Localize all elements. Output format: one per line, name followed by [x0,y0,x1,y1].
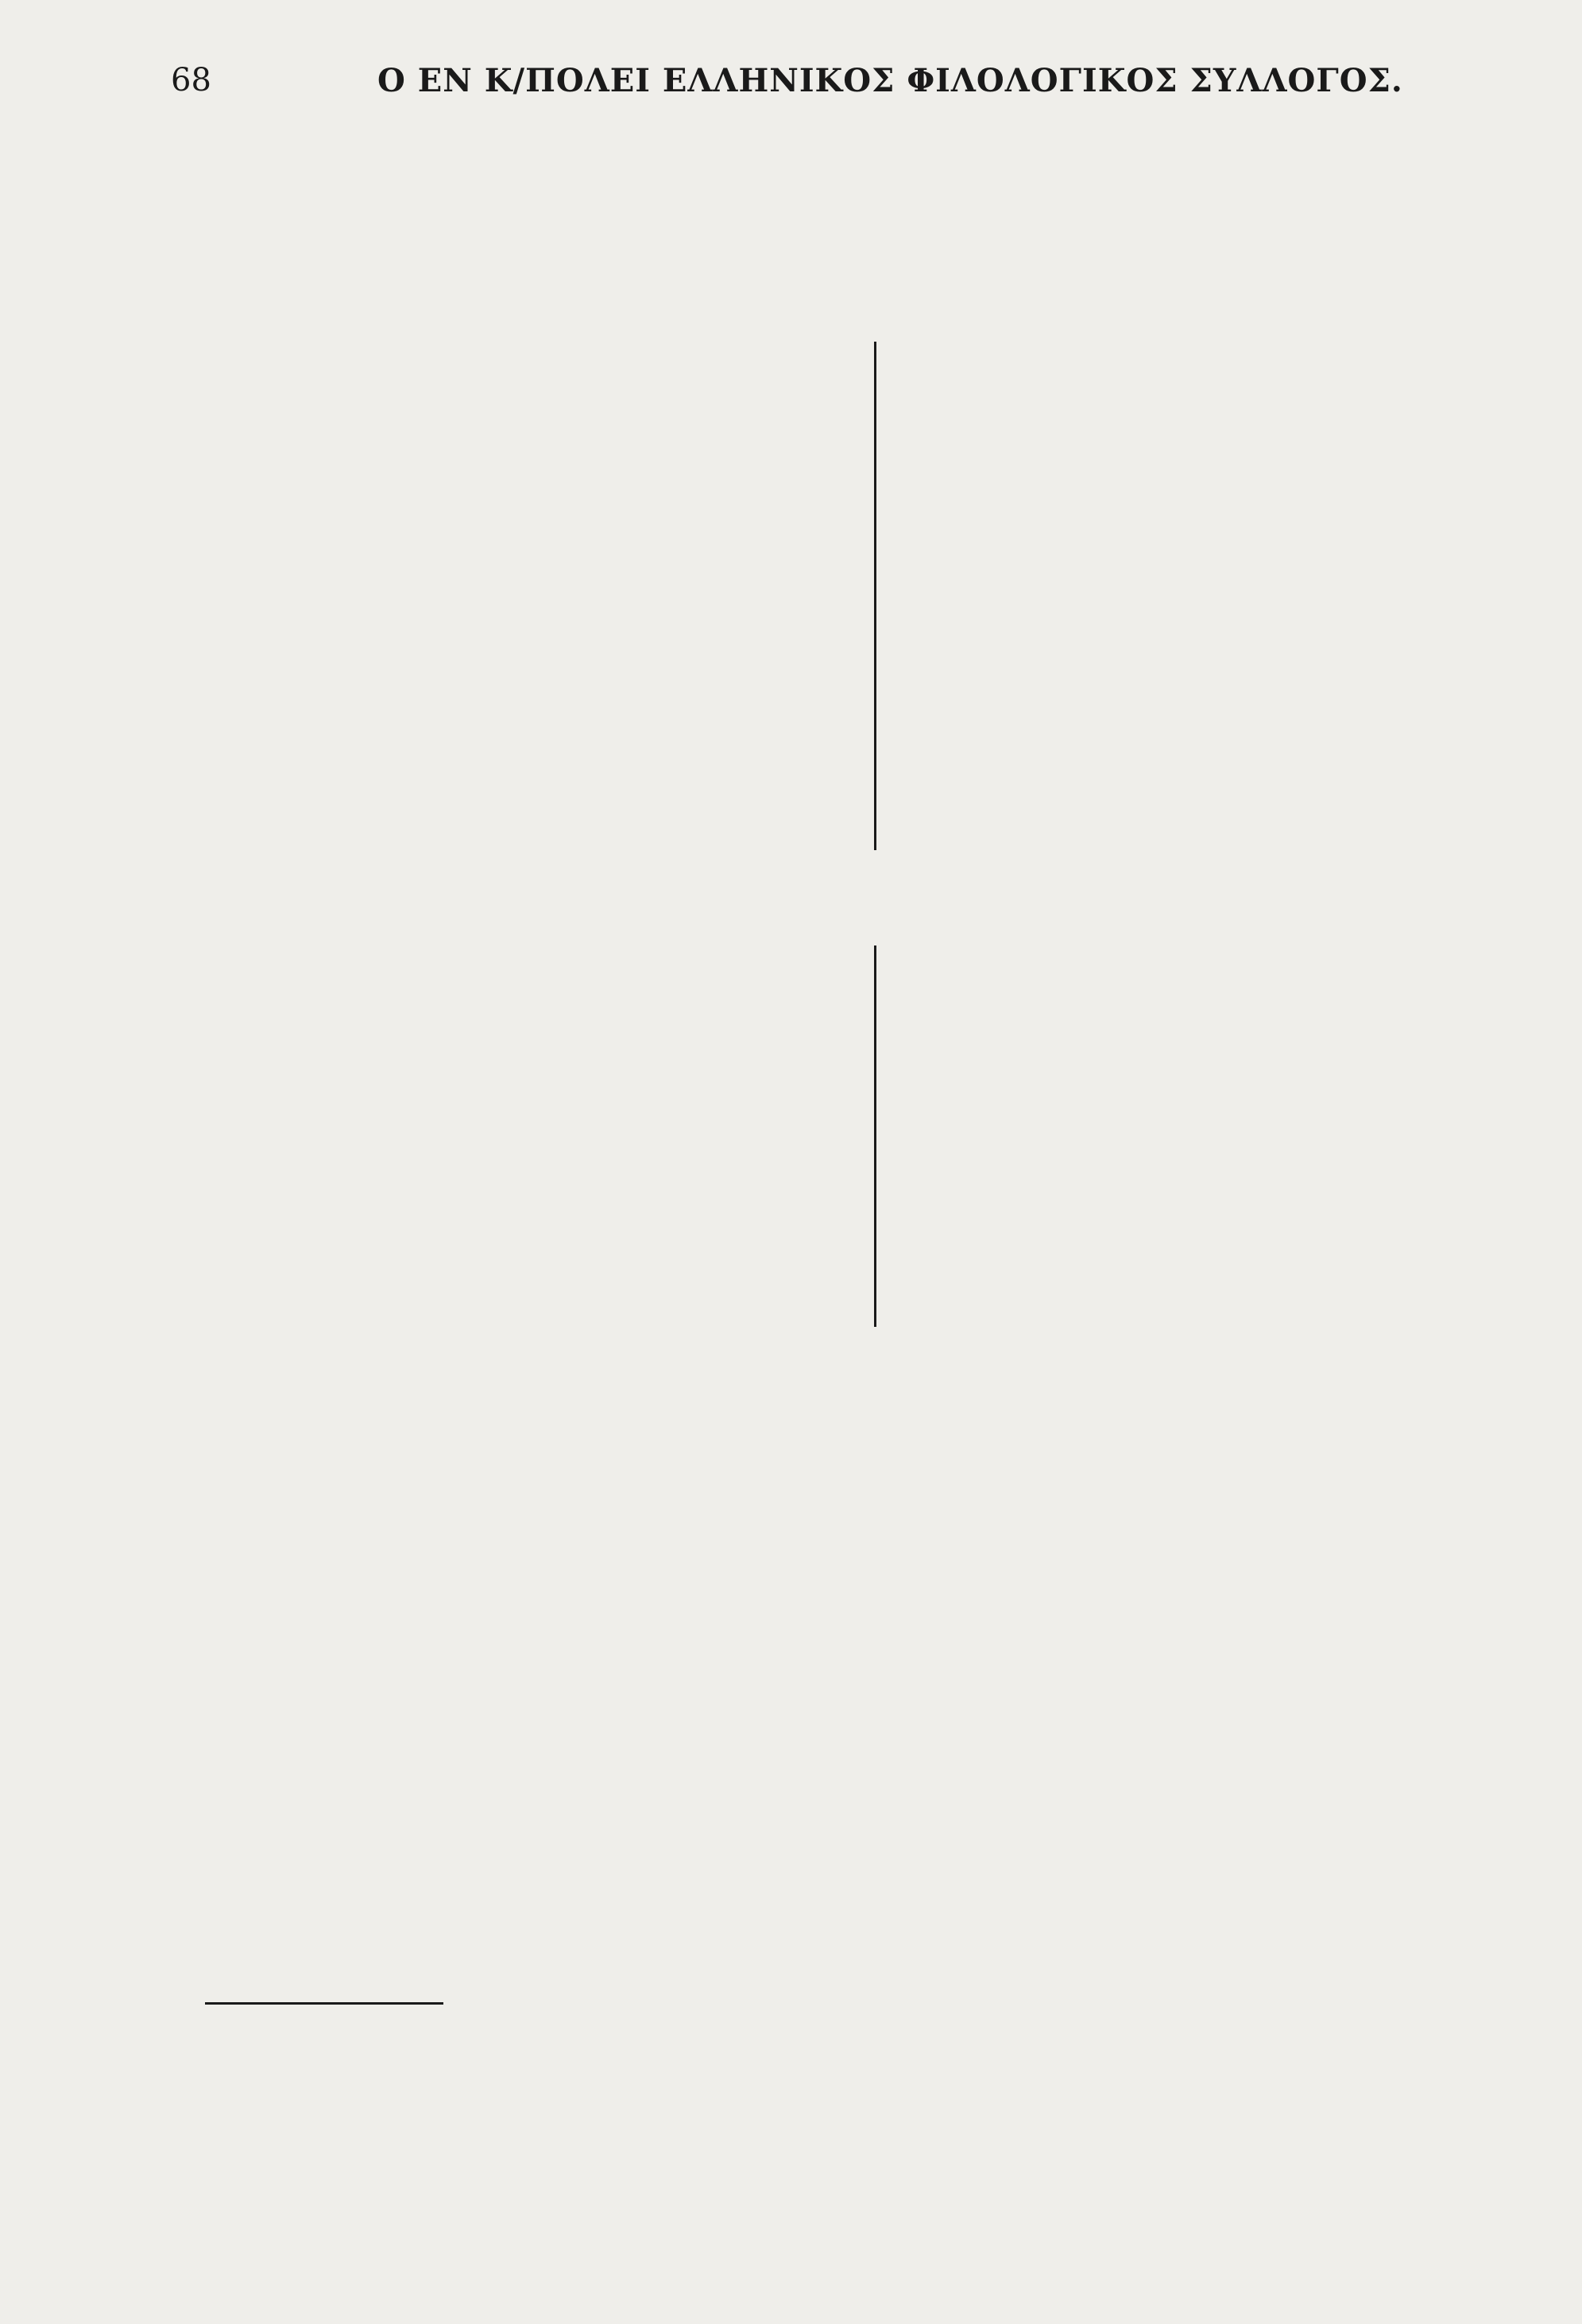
left-paragraph [205,222,809,265]
definitions-group-2 [898,731,1470,1112]
right-column [826,127,1470,1255]
left-paragraph [205,127,809,170]
right-paragraph [826,1160,1470,1203]
brace-line [874,342,892,850]
footnote-rule [205,2002,443,2005]
page-number: 68 [171,62,211,99]
side-label-vertical [834,938,874,1335]
definition-item [898,270,1470,313]
left-column [205,127,809,575]
right-intro [826,127,1470,170]
running-title: Ο ΕΝ Κ/ΠΟΛΕΙ ΕΛΛΗΝΙΚΟΣ ΦΙΛΟΛΟΓΙΚΟΣ ΣΥΛΛΟΓΟΣ. [377,62,1403,99]
left-paragraph [205,318,809,361]
definition-item [898,222,1470,265]
left-closing-paragraph [205,528,809,570]
left-paragraph [205,270,809,313]
left-paragraph [205,175,809,218]
definition-item [898,318,1470,361]
definitions-group-1 [898,222,1470,731]
side-label-vertical [834,334,874,850]
definition-item [898,779,1470,822]
definition-item [898,731,1470,774]
right-paragraph [826,1112,1470,1155]
left-paragraph [205,461,809,504]
brace-line [874,945,892,1327]
right-intro [826,175,1470,218]
right-paragraph [826,1208,1470,1251]
page-header [171,62,1458,110]
left-paragraph [205,365,809,408]
left-paragraph [205,413,809,456]
